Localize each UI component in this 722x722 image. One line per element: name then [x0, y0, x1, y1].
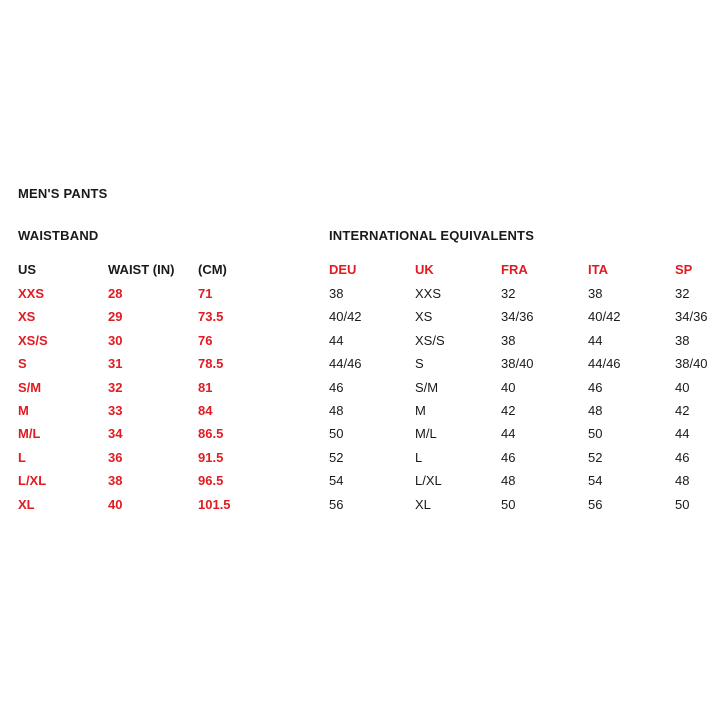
table-cell-sp: 46	[675, 450, 690, 465]
table-cell-ita: 52	[588, 450, 603, 465]
table-cell-cm: 76	[198, 333, 213, 348]
table-cell-uk: XS/S	[415, 333, 445, 348]
table-cell-sp: 38/40	[675, 356, 708, 371]
table-cell-cm: 81	[198, 380, 213, 395]
table-cell-waist-in: 29	[108, 309, 123, 324]
table-cell-fra: 46	[501, 450, 516, 465]
page-title: MEN'S PANTS	[18, 186, 108, 201]
header-deu: DEU	[329, 262, 357, 277]
table-cell-deu: 50	[329, 426, 344, 441]
table-cell-fra: 50	[501, 497, 516, 512]
table-cell-cm: 71	[198, 286, 213, 301]
table-cell-waist-in: 30	[108, 333, 123, 348]
header-ita: ITA	[588, 262, 608, 277]
table-cell-deu: 44	[329, 333, 344, 348]
table-cell-fra: 38/40	[501, 356, 534, 371]
table-cell-us: XS	[18, 309, 36, 324]
table-cell-uk: XL	[415, 497, 431, 512]
table-cell-sp: 42	[675, 403, 690, 418]
table-cell-cm: 101.5	[198, 497, 231, 512]
table-cell-uk: M	[415, 403, 426, 418]
table-cell-cm: 91.5	[198, 450, 224, 465]
header-sp: SP	[675, 262, 693, 277]
table-cell-deu: 56	[329, 497, 344, 512]
table-cell-fra: 48	[501, 473, 516, 488]
table-cell-sp: 44	[675, 426, 690, 441]
table-cell-uk: L	[415, 450, 423, 465]
international-heading: INTERNATIONAL EQUIVALENTS	[329, 228, 535, 243]
table-cell-fra: 38	[501, 333, 516, 348]
table-cell-us: S/M	[18, 380, 42, 395]
table-cell-cm: 73.5	[198, 309, 224, 324]
table-cell-sp: 48	[675, 473, 690, 488]
table-cell-fra: 34/36	[501, 309, 534, 324]
table-cell-uk: S/M	[415, 380, 439, 395]
table-cell-ita: 44/46	[588, 356, 621, 371]
table-cell-ita: 40/42	[588, 309, 621, 324]
table-cell-us: S	[18, 356, 27, 371]
table-cell-uk: XS	[415, 309, 433, 324]
table-cell-us: XS/S	[18, 333, 48, 348]
table-cell-sp: 32	[675, 286, 690, 301]
table-cell-ita: 48	[588, 403, 603, 418]
table-cell-us: M/L	[18, 426, 41, 441]
table-cell-waist-in: 40	[108, 497, 123, 512]
table-cell-fra: 42	[501, 403, 516, 418]
header-uk: UK	[415, 262, 434, 277]
table-cell-us: XXS	[18, 286, 45, 301]
table-cell-ita: 46	[588, 380, 603, 395]
table-cell-sp: 34/36	[675, 309, 708, 324]
table-cell-sp: 40	[675, 380, 690, 395]
table-cell-fra: 44	[501, 426, 516, 441]
table-cell-deu: 44/46	[329, 356, 362, 371]
table-cell-deu: 46	[329, 380, 344, 395]
table-cell-waist-in: 28	[108, 286, 123, 301]
table-cell-uk: M/L	[415, 426, 437, 441]
table-cell-deu: 54	[329, 473, 344, 488]
table-cell-deu: 38	[329, 286, 344, 301]
table-cell-ita: 56	[588, 497, 603, 512]
header-cm: (CM)	[198, 262, 227, 277]
table-cell-sp: 38	[675, 333, 690, 348]
table-cell-waist-in: 38	[108, 473, 123, 488]
table-cell-waist-in: 31	[108, 356, 123, 371]
table-cell-fra: 32	[501, 286, 516, 301]
table-cell-cm: 86.5	[198, 426, 224, 441]
table-cell-us: XL	[18, 497, 35, 512]
table-cell-ita: 38	[588, 286, 603, 301]
header-us: US	[18, 262, 37, 277]
table-cell-waist-in: 36	[108, 450, 123, 465]
table-cell-ita: 54	[588, 473, 603, 488]
table-cell-waist-in: 32	[108, 380, 123, 395]
table-cell-ita: 44	[588, 333, 603, 348]
table-cell-waist-in: 34	[108, 426, 123, 441]
table-cell-deu: 48	[329, 403, 344, 418]
table-cell-sp: 50	[675, 497, 690, 512]
table-cell-us: L	[18, 450, 26, 465]
table-cell-ita: 50	[588, 426, 603, 441]
header-fra: FRA	[501, 262, 528, 277]
table-cell-cm: 96.5	[198, 473, 224, 488]
table-cell-uk: XXS	[415, 286, 442, 301]
table-cell-uk: S	[415, 356, 424, 371]
table-cell-cm: 78.5	[198, 356, 224, 371]
table-cell-deu: 40/42	[329, 309, 362, 324]
table-cell-fra: 40	[501, 380, 516, 395]
table-cell-uk: L/XL	[415, 473, 442, 488]
table-cell-deu: 52	[329, 450, 344, 465]
table-cell-us: L/XL	[18, 473, 47, 488]
table-cell-waist-in: 33	[108, 403, 123, 418]
header-waist-in: WAIST (IN)	[108, 262, 175, 277]
waistband-heading: WAISTBAND	[18, 228, 99, 243]
table-cell-cm: 84	[198, 403, 213, 418]
table-cell-us: M	[18, 403, 29, 418]
